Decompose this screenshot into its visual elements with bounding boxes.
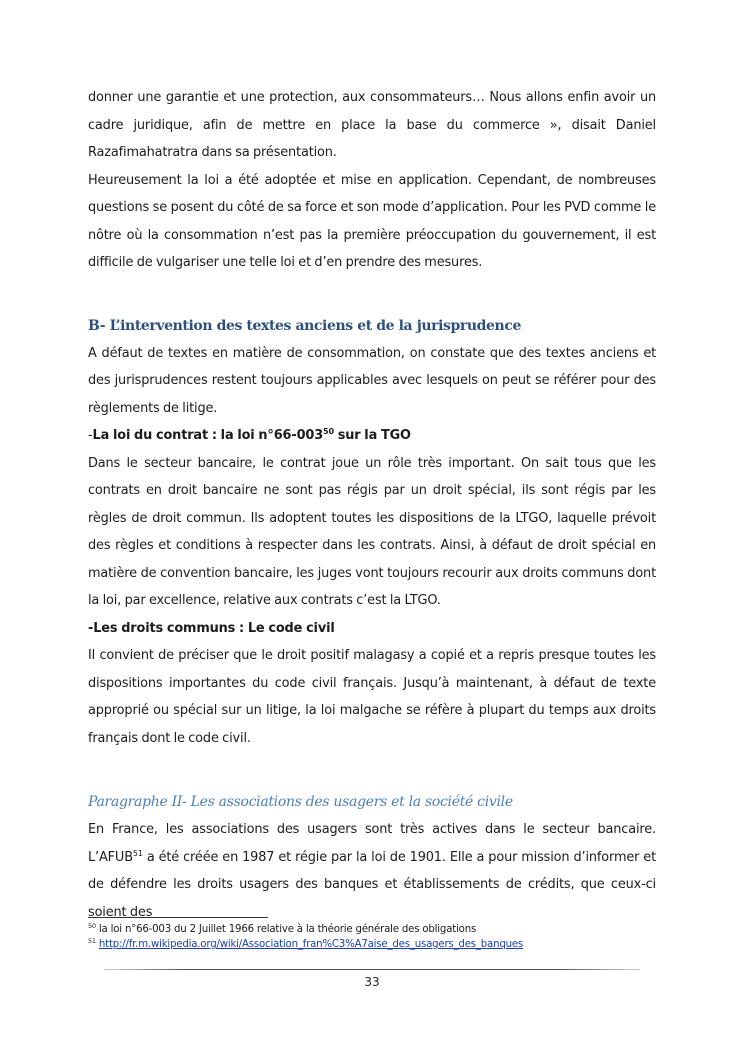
footnote-number: 50 — [88, 922, 96, 930]
spacer — [88, 752, 656, 789]
paragraph-2-text — [88, 816, 656, 926]
paragraph-2-text-start: En France, les associations des usagers sont très actives dans le secteur bancaire. L’AFUB — [88, 822, 656, 865]
spacer — [88, 277, 656, 313]
footnote-number: 51 — [88, 937, 96, 945]
intro-paragraph-1: donner une garantie et une protection, aux consommateurs… Nous allons enfin avoir un cadre juridique, afin de mettre en place la base du commerce », disait Daniel Razafimahatratra dans sa présentation. — [88, 90, 656, 160]
section-b-paragraph-2: Dans le secteur bancaire, le contrat joue un rôle très important. On sait tous que les contrats en droit bancaire ne sont pas régis par un droit spécial, ils sont régis par les règles de droit commun. Ils adoptent toutes les dispositions de la LTGO, laquelle prévoit des règles et conditions à respecter dans les contrats. Ainsi, à défaut de droit spécial en matière de convention bancaire, les juges vont toujours recourir aux droits communs dont la loi, par excellence, relative aux contrats c’est la LTGO. — [88, 455, 656, 608]
footnote-51 — [88, 937, 668, 952]
page-number: 33 — [364, 975, 380, 989]
section-b-paragraph-1: A défaut de textes en matière de consommation, on constate que des textes anciens et des jurisprudences restent toujours applicables avec lesquels on peut se référer pour des règlements de litige. — [88, 345, 656, 416]
page-body — [88, 84, 656, 926]
footnotes — [88, 917, 668, 952]
subheading-droits-communs: -Les droits communs : Le code civil — [88, 620, 335, 636]
subheading-prefix: - — [88, 428, 93, 443]
intro-paragraph-2: Heureusement la loi a été adoptée et mise en application. Cependant, de nombreuses questions se posent du côté de sa force et son mode d’application. Pour les PVD comme le nôtre où la consommation n’est pas la première préoccupation du gouvernement, il est difficile de vulgariser une telle loi et d’en prendre des mesures. — [88, 172, 656, 270]
footnote-50 — [88, 922, 668, 937]
footnote-ref-50: 50 — [323, 427, 334, 436]
section-b-paragraph-3: Il convient de préciser que le droit positif malagasy a copié et a repris presque toutes les dispositions importantes du code civil français. Jusqu’à maintenant, à défaut de texte approprié ou spécial sur un litige, la loi malgache se réfère à plupart du temps aux droits français dont le code civil. — [88, 648, 656, 746]
paragraph-2-heading: Paragraphe II- Les associations des usagers et la société civile — [88, 794, 513, 810]
footnote-link[interactable]: http://fr.m.wikipedia.org/wiki/Association_fran%C3%A7aise_des_usagers_des_banques — [98, 939, 524, 950]
footnote-ref-51: 51 — [132, 848, 143, 858]
footnote-separator — [88, 917, 268, 918]
footnote-text: la loi n°66-003 du 2 Juillet 1966 relative à la théorie générale des obligations — [95, 924, 477, 935]
section-b-heading: B- L’intervention des textes anciens et de la jurisprudence — [88, 317, 521, 334]
subheading-suffix: sur la TGO — [333, 428, 411, 443]
subheading-loi-du-contrat — [88, 422, 656, 450]
footer-rule — [104, 969, 640, 970]
subheading-text: La loi du contrat : la loi n°66-003 — [92, 428, 324, 443]
paragraph-2-text-end: a été créée en 1987 et régie par la loi de 1901. Elle a pour mission d’informer et de défendre les droits usagers des banques et établissements de crédits, que ceux-ci soient des — [88, 849, 656, 920]
